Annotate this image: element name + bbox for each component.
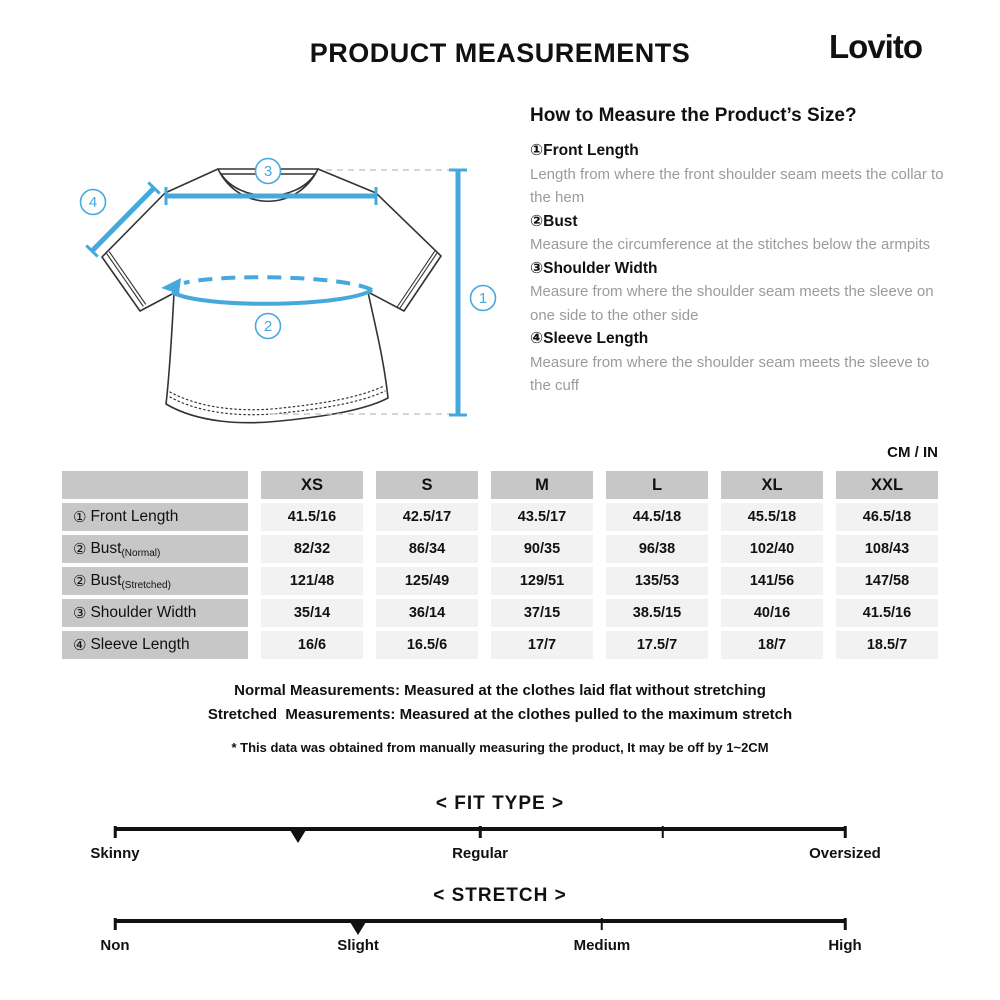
table-cell: 17/7 bbox=[491, 631, 593, 659]
fit-marker-triangle bbox=[290, 830, 306, 843]
step-1-num: ① bbox=[530, 142, 544, 159]
table-cell: 38.5/15 bbox=[606, 599, 708, 627]
page-title: PRODUCT MEASUREMENTS bbox=[309, 38, 691, 68]
table-cell: 135/53 bbox=[606, 567, 708, 595]
col-header-s: S bbox=[376, 471, 478, 499]
table-cell: 102/40 bbox=[721, 535, 823, 563]
table-cell: 16.5/6 bbox=[376, 631, 478, 659]
stretch-label-medium: Medium bbox=[573, 937, 631, 954]
table-cell: 90/35 bbox=[491, 535, 593, 563]
callout-4-num: 4 bbox=[88, 194, 98, 211]
col-header-l: L bbox=[606, 471, 708, 499]
table-cell: 46.5/18 bbox=[836, 503, 938, 531]
step-2-num: ② bbox=[530, 212, 544, 230]
table-cell: 43.5/17 bbox=[491, 503, 593, 531]
how-to-measure-section bbox=[530, 105, 950, 398]
row-5-num: ④ bbox=[73, 637, 87, 654]
table-cell: 96/38 bbox=[606, 535, 708, 563]
step-2-heading bbox=[530, 210, 950, 234]
col-header-m: M bbox=[491, 471, 593, 499]
table-cell: 45.5/18 bbox=[721, 503, 823, 531]
measurement-disclaimer: * This data was obtained from manually measuring the product, It may be off by 1~2CM bbox=[231, 740, 769, 755]
col-header-xxl: XXL bbox=[836, 471, 938, 499]
row-1-text: Front Length bbox=[90, 508, 179, 525]
fit-tick bbox=[661, 826, 664, 838]
row-label-front-length bbox=[62, 503, 248, 531]
table-cell: 18/7 bbox=[721, 631, 823, 659]
table-cell: 36/14 bbox=[376, 599, 478, 627]
table-cell: 40/16 bbox=[721, 599, 823, 627]
step-3-desc: Measure from where the shoulder seam meets the sleeve on one side to the other side bbox=[530, 283, 934, 324]
callout-1-num: 1 bbox=[478, 290, 488, 307]
step-3-heading bbox=[530, 257, 950, 281]
row-2-sub: (Normal) bbox=[121, 548, 161, 559]
table-cell: 141/56 bbox=[721, 567, 823, 595]
step-1-heading bbox=[530, 139, 950, 163]
row-1-num: ① bbox=[73, 509, 87, 526]
row-label-bust-normal bbox=[62, 535, 248, 563]
row-2-text: Bust bbox=[90, 540, 122, 557]
tshirt-measure-diagram bbox=[58, 140, 500, 442]
fit-type-scale bbox=[90, 827, 881, 873]
table-cell: 35/14 bbox=[261, 599, 363, 627]
table-cell: 37/15 bbox=[491, 599, 593, 627]
stretch-tick bbox=[601, 918, 604, 930]
step-4-desc: Measure from where the shoulder seam meets the sleeve to the cuff bbox=[530, 353, 930, 394]
stretch-label-slight: Slight bbox=[337, 937, 379, 954]
col-header-xs: XS bbox=[261, 471, 363, 499]
brand-logo: Lovito bbox=[829, 28, 922, 65]
step-4-heading bbox=[530, 327, 950, 351]
table-cell: 18.5/7 bbox=[836, 631, 938, 659]
table-cell: 86/34 bbox=[376, 535, 478, 563]
fit-label-regular: Regular bbox=[452, 845, 508, 862]
fit-label-skinny: Skinny bbox=[90, 845, 140, 862]
row-4-num: ③ bbox=[73, 605, 87, 622]
stretch-label-high: High bbox=[828, 937, 862, 954]
how-to-title: How to Measure the Product’s Size? bbox=[530, 105, 857, 126]
table-cell: 16/6 bbox=[261, 631, 363, 659]
stretch-tick bbox=[114, 918, 117, 930]
row-4-text: Shoulder Width bbox=[90, 604, 197, 621]
fit-label-oversized: Oversized bbox=[809, 845, 881, 862]
stretch-label-non: Non bbox=[100, 937, 130, 954]
row-label-bust-stretched bbox=[62, 567, 248, 595]
callout-2-num: 2 bbox=[263, 318, 273, 335]
step-2-desc: Measure the circumference at the stitches below the armpits bbox=[530, 236, 931, 253]
table-cell: 108/43 bbox=[836, 535, 938, 563]
fit-tick bbox=[479, 826, 482, 838]
step-1-desc: Length from where the front shoulder seam meets the collar to the hem bbox=[530, 165, 944, 206]
row-5-text: Sleeve Length bbox=[90, 636, 190, 653]
table-cell: 41.5/16 bbox=[261, 503, 363, 531]
fit-type-title: < FIT TYPE > bbox=[435, 793, 565, 814]
table-cell: 147/58 bbox=[836, 567, 938, 595]
callout-3-num: 3 bbox=[263, 163, 273, 180]
stretch-scale-line bbox=[115, 919, 845, 923]
table-corner-cell bbox=[62, 471, 248, 499]
row-label-sleeve-length bbox=[62, 631, 248, 659]
table-cell: 125/49 bbox=[376, 567, 478, 595]
table-cell: 17.5/7 bbox=[606, 631, 708, 659]
step-2-label: Bust bbox=[543, 212, 578, 230]
step-4-num: ④ bbox=[530, 330, 544, 347]
tshirt-outline bbox=[102, 169, 441, 423]
step-3-label: Shoulder Width bbox=[543, 259, 658, 277]
note-normal: Normal Measurements: Measured at the clothes laid flat without stretching bbox=[234, 682, 766, 699]
row-2-num: ② bbox=[73, 541, 87, 558]
col-header-xl: XL bbox=[721, 471, 823, 499]
step-3-num: ③ bbox=[530, 259, 544, 277]
note-stretched: Stretched Measurements: Measured at the clothes pulled to the maximum stretch bbox=[207, 706, 793, 723]
stretch-tick bbox=[844, 918, 847, 930]
row-3-num: ② bbox=[73, 573, 87, 590]
units-label: CM / IN bbox=[887, 444, 938, 461]
stretch-scale bbox=[100, 919, 862, 965]
fit-tick bbox=[844, 826, 847, 838]
row-3-sub: (Stretched) bbox=[121, 580, 171, 591]
stretch-marker-triangle bbox=[350, 922, 366, 935]
stretch-title: < STRETCH > bbox=[433, 885, 567, 906]
step-1-label: Front Length bbox=[543, 142, 639, 159]
table-cell: 42.5/17 bbox=[376, 503, 478, 531]
row-3-text: Bust bbox=[90, 572, 122, 589]
table-cell: 44.5/18 bbox=[606, 503, 708, 531]
table-cell: 129/51 bbox=[491, 567, 593, 595]
size-table bbox=[62, 471, 938, 659]
table-cell: 41.5/16 bbox=[836, 599, 938, 627]
row-label-shoulder-width bbox=[62, 599, 248, 627]
fit-tick bbox=[114, 826, 117, 838]
table-cell: 121/48 bbox=[261, 567, 363, 595]
table-cell: 82/32 bbox=[261, 535, 363, 563]
step-4-label: Sleeve Length bbox=[543, 330, 649, 347]
